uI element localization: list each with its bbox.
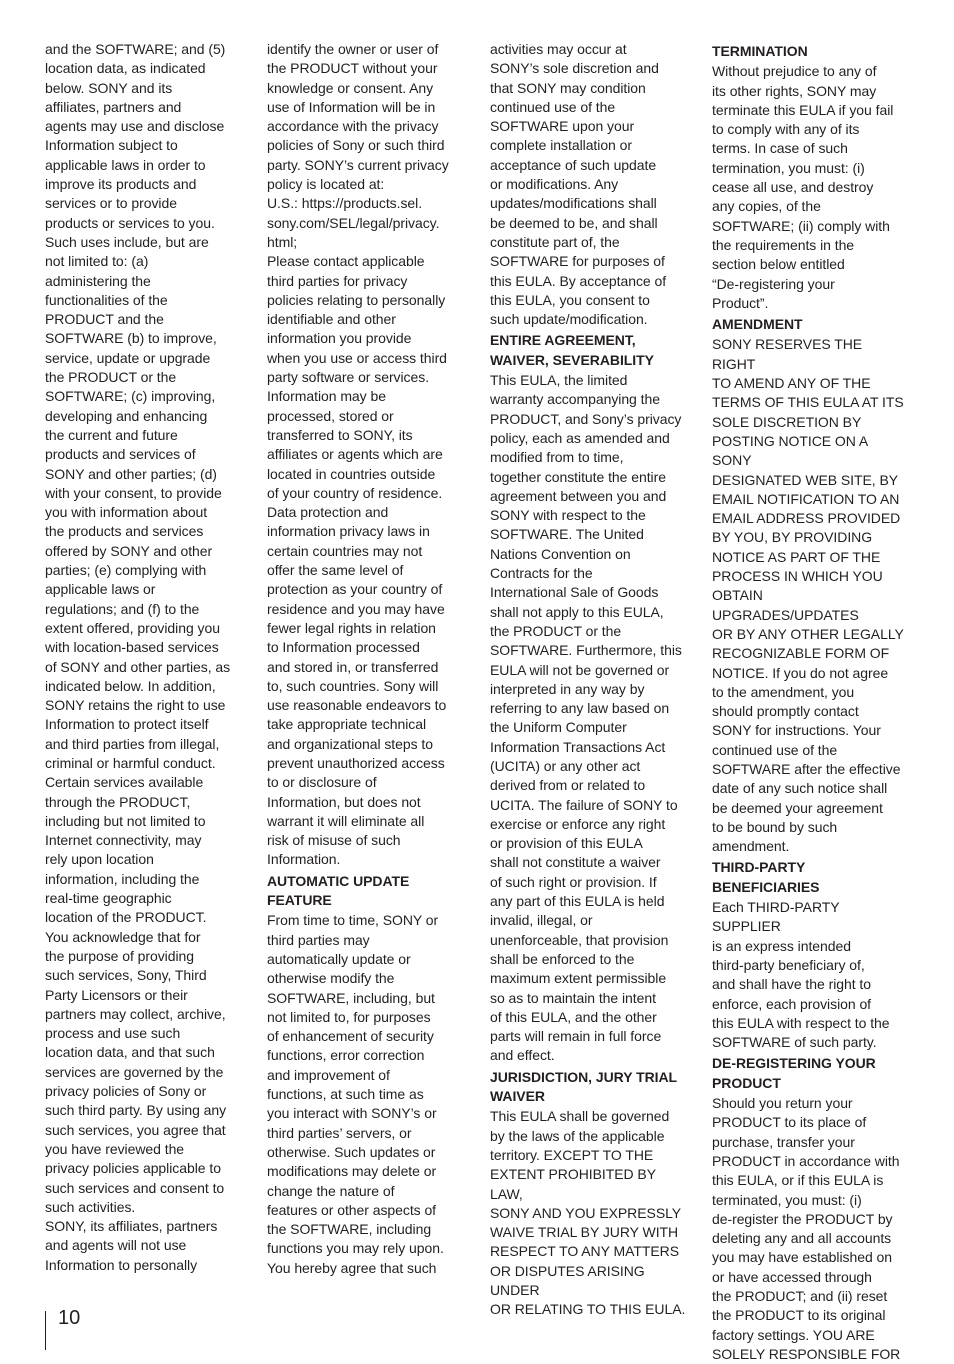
paragraph: Each THIRD-PARTY SUPPLIER is an express intended third-party beneficiary of, and shall have the right to enforce, each provision of this EULA with respect to the SOFTWARE of such party. bbox=[712, 899, 890, 1051]
text-column-3 bbox=[490, 40, 686, 1320]
text-column-1 bbox=[45, 40, 241, 1275]
section-heading-amendment: AMENDMENT bbox=[712, 316, 803, 333]
section-heading-termination: TERMINATION bbox=[712, 43, 808, 59]
paragraph: identify the owner or user of the PRODUCT without your knowledge or consent. Any use of Information will be in accordance with the privacy policies of Sony or such third party. SONY’s current privacy policy is located at: U.S.: https://products.sel. sony.com/SEL/legal/privacy. html; Please contact applicable third parties for privacy policies relating to personally identifiable and other information you provide when you use or access third party software or services. Information may be processed, stored or transferred to SONY, its affiliates or agents which are located in countries outside of your country of residence. Data protection and information privacy laws in certain countries may not offer the same level of protection as your country of residence and you may have fewer legal rights in relation to Information processed and stored in, or transferred to, such countries. Sony will use reasonable endeavors to take appropriate technical and organizational steps to prevent unauthorized access to or disclosure of Information, but does not warrant it will eliminate all risk of misuse of such Information. bbox=[267, 41, 449, 868]
section-heading-automatic-update: AUTOMATIC UPDATE FEATURE bbox=[267, 872, 410, 909]
paragraph: Should you return your PRODUCT to its place of purchase, transfer your PRODUCT in accordance with this EULA, or if this EULA is terminated, you must: (i) de-register the PRODUCT by deleting any and all accounts you may have established on or have accessed through the PRODUCT; and (ii) reset the PRODUCT to its original factory settings. YOU ARE SOLELY RESPONSIBLE FOR bbox=[712, 1095, 901, 1362]
section-heading-entire-agreement: ENTIRE AGREEMENT, WAIVER, SEVERABILITY bbox=[490, 332, 654, 368]
footer-divider bbox=[45, 1311, 46, 1350]
paragraph: activities may occur at SONY’s sole discretion and that SONY may condition continued use of the SOFTWARE upon your complete installation or acceptance of such update or modifications. Any updates/modifications shall be deemed to be, and shall constitute part of, the SOFTWARE for purposes of this EULA. By acceptance of this EULA, you consent to such update/modification. bbox=[490, 41, 667, 328]
section-heading-jurisdiction: JURISDICTION, JURY TRIAL WAIVER bbox=[490, 1068, 678, 1105]
paragraph: This EULA, the limited warranty accompanying the PRODUCT, and Sony’s privacy policy, each as amended and modified from to time, together constitute the entire agreement between you and SONY with respect to the SOFTWARE. The United Nations Convention on Contracts for the International Sale of Goods shall not apply to this EULA, the PRODUCT or the SOFTWARE. Furthermore, this EULA will not be governed or interpreted in any way by referring to any law based on the Uniform Computer Information Transactions Act (UCITA) or any other act derived from or related to UCITA. The failure of SONY to exercise or enforce any right or provision of this EULA shall not constitute a waiver of such right or provision. If any part of this EULA is held invalid, illegal, or unenforceable, that provision shall be enforced to the maximum extent permissible so as to maintain the intent of this EULA, and the other parts will remain in full force and effect. bbox=[490, 372, 682, 1064]
text-column-2 bbox=[267, 40, 463, 1278]
paragraph: This EULA shall be governed by the laws of the applicable territory. EXCEPT TO THE EXTENT PROHIBITED BY LAW, SONY AND YOU EXPRESSLY WAIVE TRIAL BY JURY WITH RESPECT TO ANY MATTERS OR DISPUTES ARISING UNDER OR RELATING TO THIS EULA. bbox=[490, 1108, 686, 1318]
section-heading-third-party-beneficiaries: THIRD-PARTY BENEFICIARIES bbox=[712, 859, 820, 895]
paragraph: SONY RESERVES THE RIGHT TO AMEND ANY OF THE TERMS OF THIS EULA AT ITS SOLE DISCRETION BY POSTING NOTICE ON A SONY DESIGNATED WEB SITE, BY EMAIL NOTIFICATION TO AN EMAIL ADDRESS PROVIDED BY YOU, BY PROVIDING NOTICE AS PART OF THE PROCESS IN WHICH YOU OBTAIN UPGRADES/UPDATES OR BY ANY OTHER LEGALLY RECOGNIZABLE FORM OF NOTICE. If you do not agree to the amendment, you should promptly contact SONY for instructions. Your continued use of the SOFTWARE after the effective date of any such notice shall be deemed your agreement to be bound by such amendment. bbox=[712, 336, 904, 855]
paragraph: From time to time, SONY or third parties may automatically update or otherwise modify the SOFTWARE, including, but not limited to, for purposes of enhancement of security functions, error correction and improvement of functions, at such time as you interact with SONY’s or third parties’ servers, or otherwise. Such updates or modifications may delete or change the nature of features or other aspects of the SOFTWARE, including functions you may rely upon. You hereby agree that such bbox=[267, 912, 444, 1276]
paragraph: Without prejudice to any of its other rights, SONY may terminate this EULA if you fail to comply with any of its terms. In case of such termination, you must: (i) cease all use, and destroy any copies, of the SOFTWARE; (ii) comply with the requirements in the section below entitled “De-registering your Product”. bbox=[712, 63, 894, 311]
section-heading-de-registering: DE-REGISTERING YOUR PRODUCT bbox=[712, 1055, 876, 1091]
paragraph: and the SOFTWARE; and (5) location data, as indicated below. SONY and its affiliates, partners and agents may use and disclose Information subject to applicable laws in order to improve its products and services or to provide products or services to you. Such uses include, but are not limited to: (a) administering the functionalities of the PRODUCT and the SOFTWARE (b) to improve, service, update or upgrade the PRODUCT or the SOFTWARE; (c) improving, developing and enhancing the current and future products and services of SONY and other parties; (d) with your consent, to provide you with information about the products and services offered by SONY and other parties; (e) complying with applicable laws or regulations; and (f) to the extent offered, providing you with location-based services of SONY and other parties, as indicated below. In addition, SONY retains the right to use Information to protect itself and third parties from illegal, criminal or harmful conduct. Certain services available through the PRODUCT, including but not limited to Internet connectivity, may rely upon location information, including the real-time geographic location of the PRODUCT. You acknowledge that for the purpose of providing such services, Sony, Third Party Licensors or their partners may collect, archive, process and use such location data, and that such services are governed by the privacy policies of Sony or such third party. By using any such services, you agree that you have reviewed the privacy policies applicable to such services and consent to such activities. SONY, its affiliates, partners and agents will not use Information to personally bbox=[45, 41, 231, 1273]
page-number: 10 bbox=[58, 1307, 81, 1329]
text-column-4 bbox=[712, 40, 908, 1364]
